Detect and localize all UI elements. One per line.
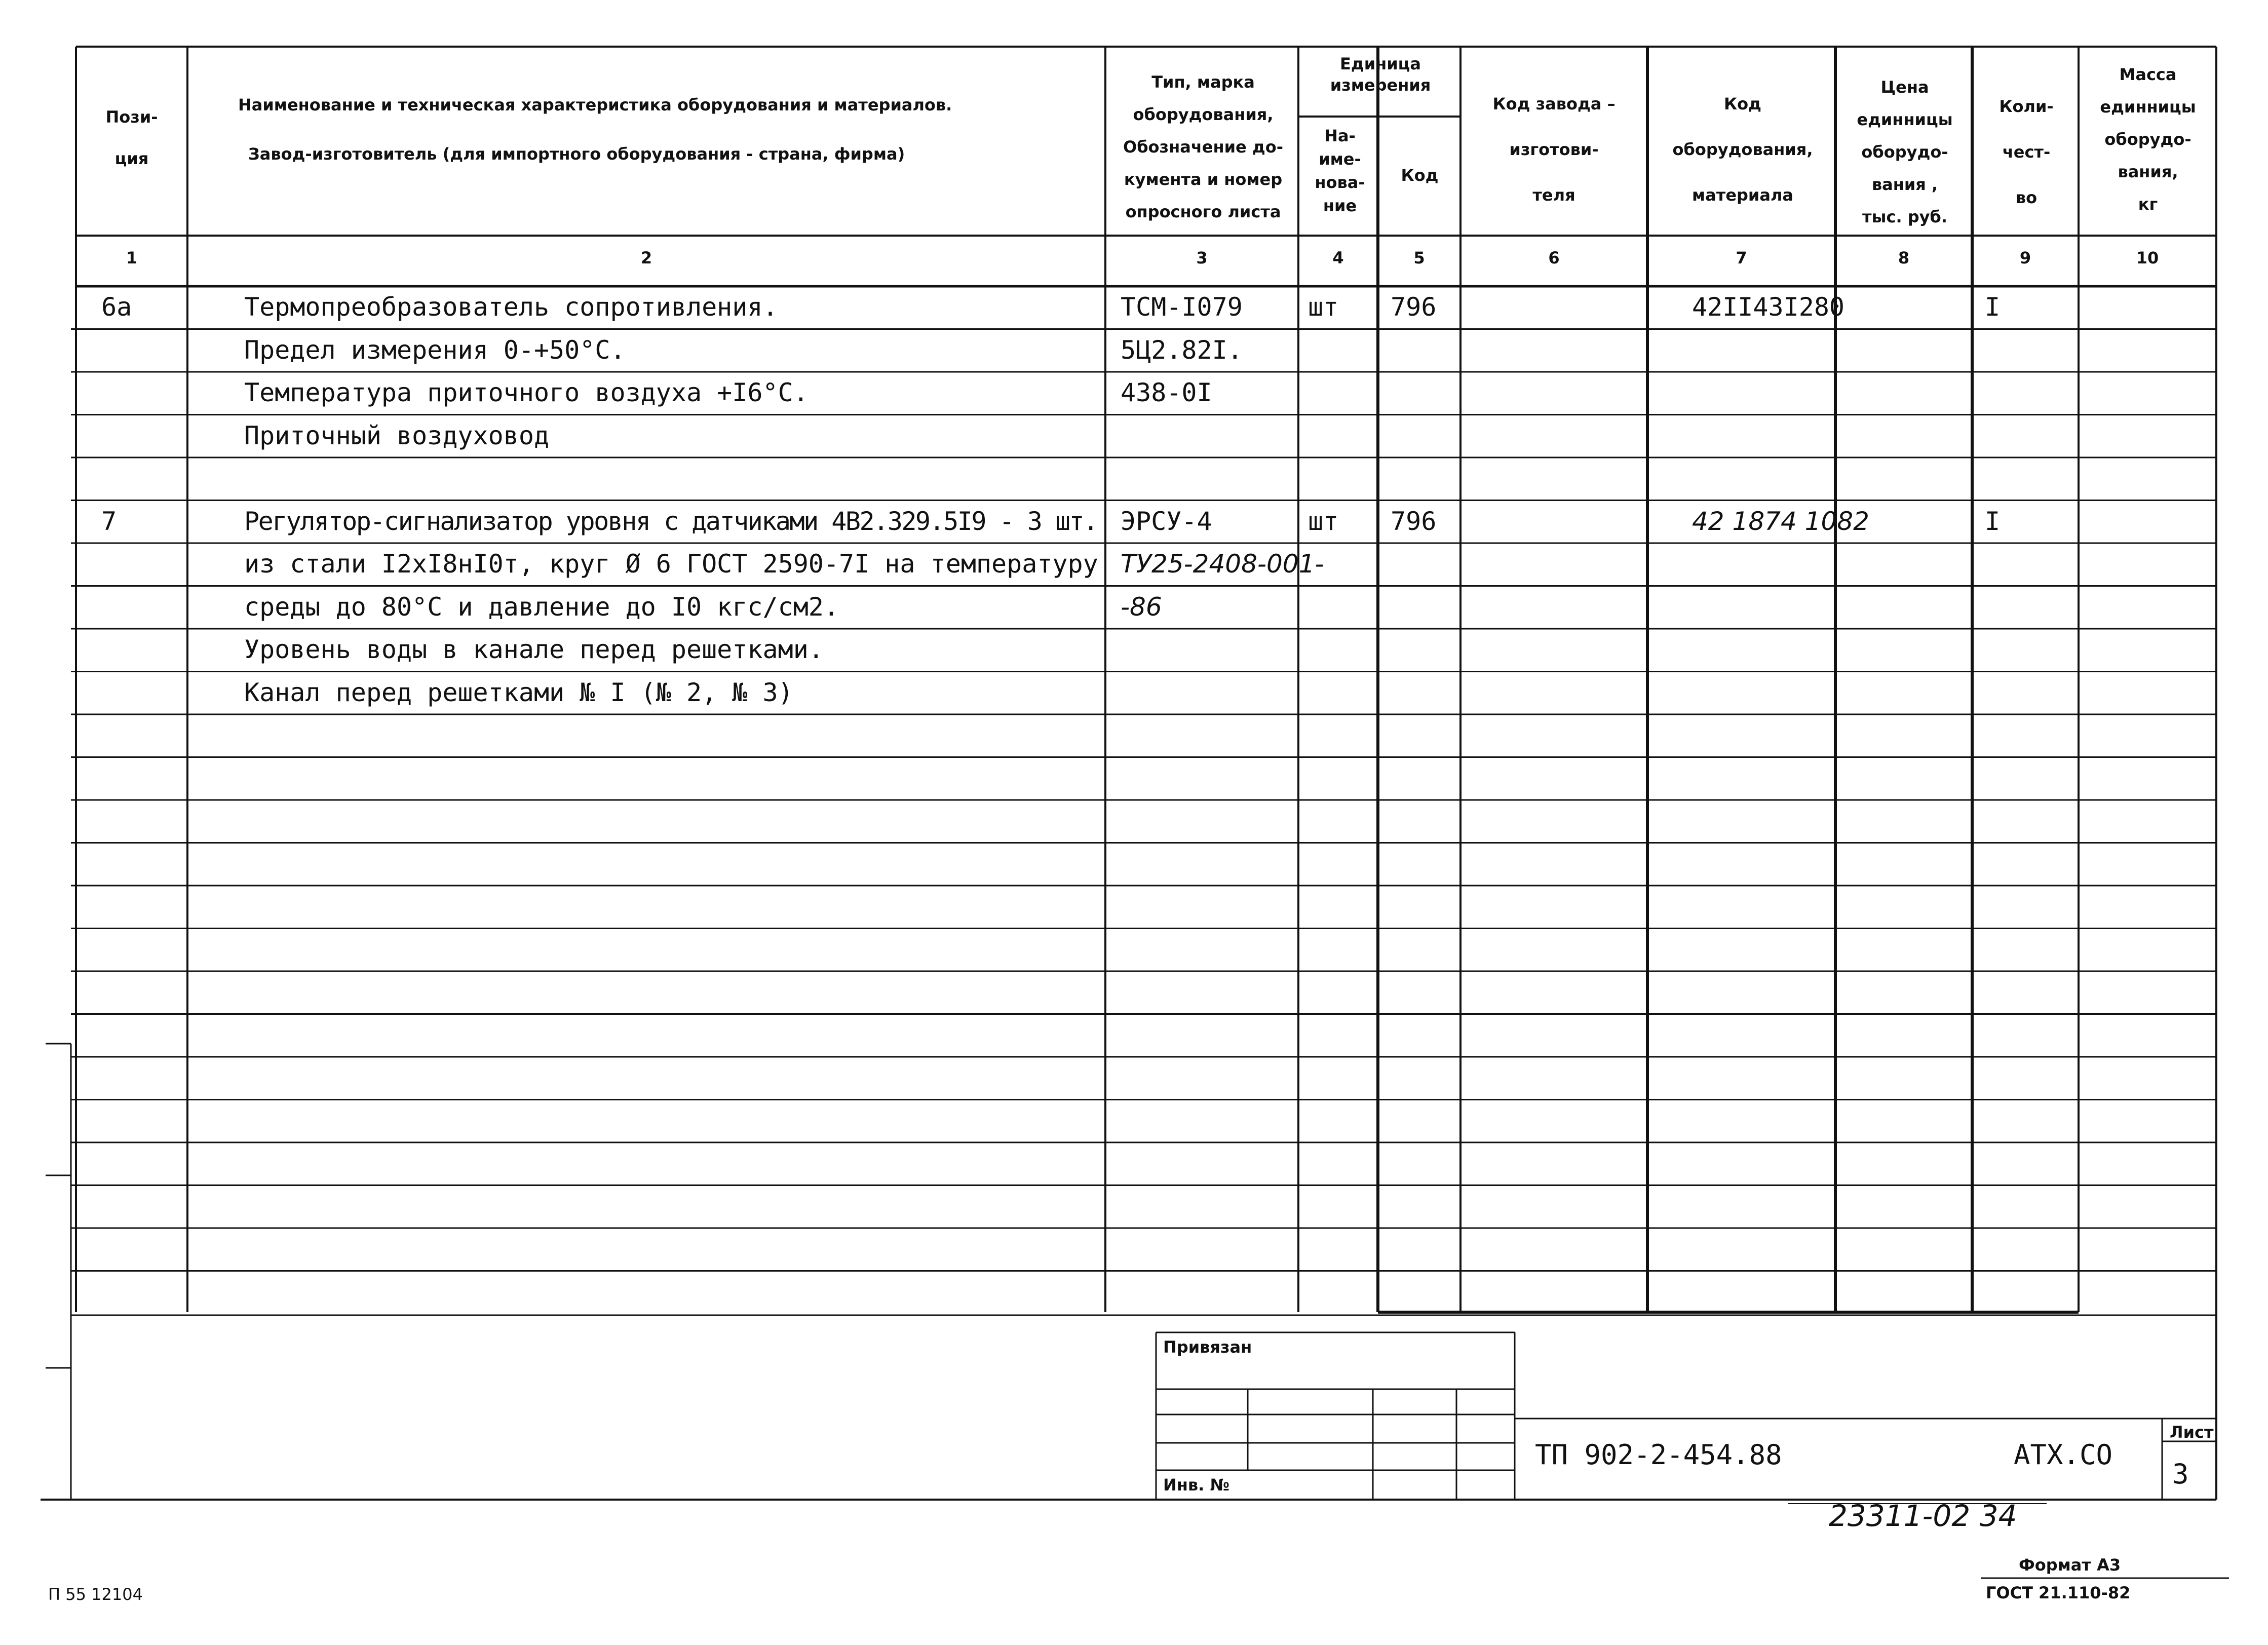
column-number: 9 bbox=[2019, 248, 2031, 267]
header-unit-name: На- име- нова- ние bbox=[1315, 126, 1365, 215]
row-material-code: 42 1874 1082 bbox=[1692, 506, 1869, 536]
handwritten-archive-number: 23311-02 34 bbox=[1829, 1499, 2017, 1533]
header-manufacturer-code: Код завода – изготови- теля bbox=[1492, 94, 1616, 205]
inventory-number-label: Инв. № bbox=[1163, 1475, 1229, 1495]
header-mass: Масса единницы оборудо- вания, кг bbox=[2100, 65, 2196, 214]
column-number: 6 bbox=[1548, 248, 1560, 267]
sheet-label: Лист bbox=[2170, 1423, 2214, 1442]
document-code: АТХ.СО bbox=[2014, 1439, 2113, 1471]
header-name-line1: Наименование и техническая характеристика оборудования и материалов. bbox=[238, 95, 952, 114]
row-name: Температура приточного воздуха +I6°С. bbox=[244, 378, 809, 407]
column-number: 7 bbox=[1736, 248, 1747, 267]
gost-label: ГОСТ 21.110-82 bbox=[1986, 1583, 2131, 1602]
row-name: среды до 80°С и давление до I0 кгс/см2. bbox=[244, 592, 839, 622]
attached-label: Привязан bbox=[1163, 1337, 1252, 1357]
format-label: Формат А3 bbox=[2019, 1555, 2121, 1575]
header-unit-group: Единица измерения bbox=[1330, 54, 1431, 95]
header-name-line2: Завод-изготовитель (для импортного оборудования - страна, фирма) bbox=[248, 144, 905, 164]
row-name: Предел измерения 0-+50°С. bbox=[244, 335, 626, 365]
column-number: 2 bbox=[640, 248, 652, 267]
column-number: 10 bbox=[2136, 248, 2159, 267]
row-unit: шт bbox=[1308, 292, 1339, 322]
row-unit-code: 796 bbox=[1391, 506, 1437, 536]
column-number: 4 bbox=[1332, 248, 1344, 267]
column-number: 8 bbox=[1898, 248, 1910, 267]
row-name: Регулятор-сигнализатор уровня с датчиками 4В2.329.5I9 - 3 шт. bbox=[244, 506, 1097, 536]
header-position: Пози- ция bbox=[105, 107, 158, 168]
row-type: -86 bbox=[1121, 592, 1162, 622]
column-number: 1 bbox=[126, 248, 138, 267]
row-name: Уровень воды в канале перед решетками. bbox=[244, 635, 824, 664]
column-number: 3 bbox=[1196, 248, 1208, 267]
header-unit-price: Цена единницы оборудо- вания , тыс. руб. bbox=[1857, 78, 1953, 226]
row-unit: шт bbox=[1308, 506, 1339, 536]
header-type: Тип, марка оборудования, Обозначение до- кумента и номер опросного листа bbox=[1123, 72, 1283, 221]
row-position: 6а bbox=[101, 292, 132, 322]
column-number: 5 bbox=[1413, 248, 1425, 267]
row-type: ЭРСУ-4 bbox=[1121, 506, 1212, 536]
row-material-code: 42II43I280 bbox=[1692, 292, 1845, 322]
row-name: Термопреобразователь сопротивления. bbox=[244, 292, 778, 322]
corner-code: П 55 12104 bbox=[48, 1585, 143, 1604]
row-name: Канал перед решетками № I (№ 2, № 3) bbox=[244, 677, 793, 707]
sheet-number: 3 bbox=[2172, 1458, 2189, 1490]
row-quantity: I bbox=[1985, 292, 2001, 322]
header-quantity: Коли- чест- во bbox=[1999, 97, 2054, 207]
header-material-code: Код оборудования, материала bbox=[1672, 94, 1813, 205]
row-name: из стали I2хI8нI0т, круг Ø 6 ГОСТ 2590-7I на температуру bbox=[244, 549, 1098, 579]
row-type: 438-0I bbox=[1121, 378, 1212, 407]
document-number: ТП 902-2-454.88 bbox=[1535, 1439, 1782, 1471]
row-position: 7 bbox=[101, 506, 117, 536]
row-type: 5Ц2.82I. bbox=[1121, 335, 1243, 365]
row-type: ТУ25-2408-001- bbox=[1121, 549, 1324, 579]
row-type: ТСМ-I079 bbox=[1121, 292, 1243, 322]
row-quantity: I bbox=[1985, 506, 2001, 536]
row-name: Приточный воздуховод bbox=[244, 420, 550, 450]
row-unit-code: 796 bbox=[1391, 292, 1437, 322]
header-unit-code: Код bbox=[1401, 166, 1439, 185]
